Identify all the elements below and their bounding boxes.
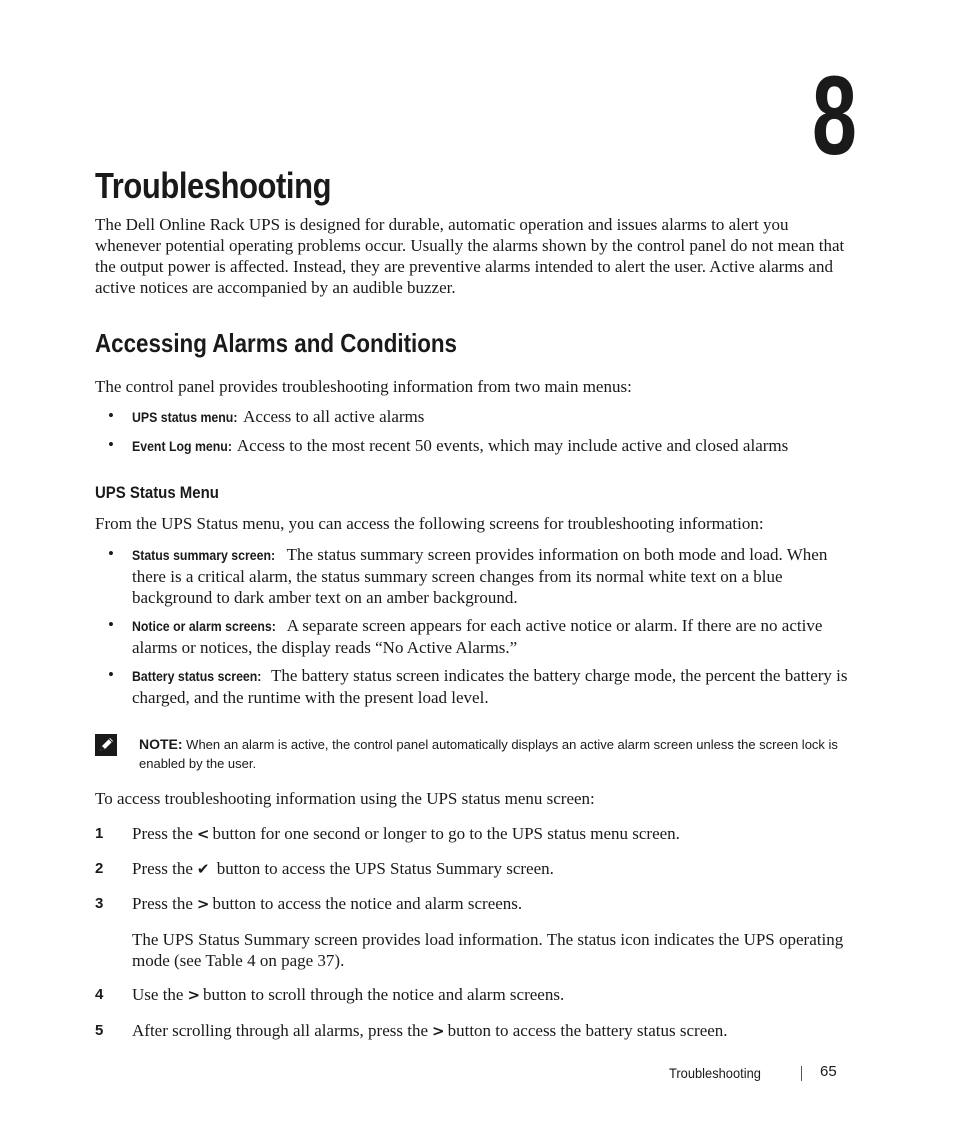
bullet-text: The battery status screen indicates the battery charge mode, the percent the battery is charged, and the runtime with the present load level. [132,666,848,707]
chapter-number: 8 [812,53,856,178]
bullet-text: The status summary screen provides information on both mode and load. When there is a critical alarm, the status summary screen changes from its normal white text on a blue background to dark amber text on an amber background. [132,545,828,607]
section-intro: The control panel provides troubleshooting information from two main menus: [95,377,632,396]
bullet-lead: Status summary screen: [132,547,276,563]
footer-divider [801,1066,802,1081]
bullet-lead: Battery status screen: [132,668,262,684]
intro-paragraph: The Dell Online Rack UPS is designed for durable, automatic operation and issues alarms to alert you whenever potential operating problems occur. Usually the alarms shown by the control panel do not mean that the output power is affected. Instead, they are preventive alarms intended to alert the user. Active alarms and active notices are accompanied by an audible buzzer. [95,215,845,297]
step-number: 3 [95,895,104,912]
bullet-lead: UPS status menu: [132,409,238,425]
step-number: 1 [95,825,104,842]
subsection-intro: From the UPS Status menu, you can access the following screens for troubleshooting information: [95,514,764,533]
step-text: After scrolling through all alarms, press the [132,1021,429,1040]
step-text: Press the [132,894,193,913]
step-text: button to scroll through the notice and alarm screens. [203,985,565,1004]
bullet-text: Access to the most recent 50 events, which may include active and closed alarms [233,436,789,455]
step-text: button for one second or longer to go to the UPS status menu screen. [212,824,680,843]
page-title: Troubleshooting [95,165,332,206]
bullet-text: A separate screen appears for each active notice or alarm. If there are no active alarms or notices, the display reads “No Active Alarms.” [132,616,823,657]
step-text: button to access the battery status screen. [447,1021,728,1040]
subsection-heading: UPS Status Menu [95,483,219,502]
page-number: 65 [820,1063,837,1080]
right-chevron-icon: > [187,986,201,1004]
footer-section-label: Troubleshooting [669,1065,761,1081]
bullet-lead: Event Log menu: [132,438,232,454]
step-text: Press the [132,859,193,878]
step-text: Press the [132,824,193,843]
note-lead: NOTE: [139,736,183,752]
step-3-detail: The UPS Status Summary screen provides load information. The status icon indicates the UPS operating mode (see Table 4 on page 37). [132,930,844,970]
steps-intro: To access troubleshooting information using the UPS status menu screen: [95,789,595,808]
note-text: When an alarm is active, the control panel automatically displays an active alarm screen unless the screen lock is enabled by the user. [139,737,838,771]
step-number: 5 [95,1022,104,1039]
step-number: 2 [95,860,104,877]
note-block [139,735,854,773]
step-text: Use the [132,985,184,1004]
step-text: button to access the notice and alarm screens. [212,894,523,913]
step-number: 4 [95,986,104,1003]
pencil-note-icon [95,734,117,756]
checkmark-icon: ✔ [196,860,210,878]
step-text: button to access the UPS Status Summary screen. [212,859,554,878]
bullet-lead: Notice or alarm screens: [132,618,276,634]
right-chevron-icon: > [196,895,210,913]
left-chevron-icon: < [196,825,210,843]
right-chevron-icon: > [432,1022,445,1040]
bullet-text: Access to all active alarms [239,407,425,426]
section-heading: Accessing Alarms and Conditions [95,328,457,358]
